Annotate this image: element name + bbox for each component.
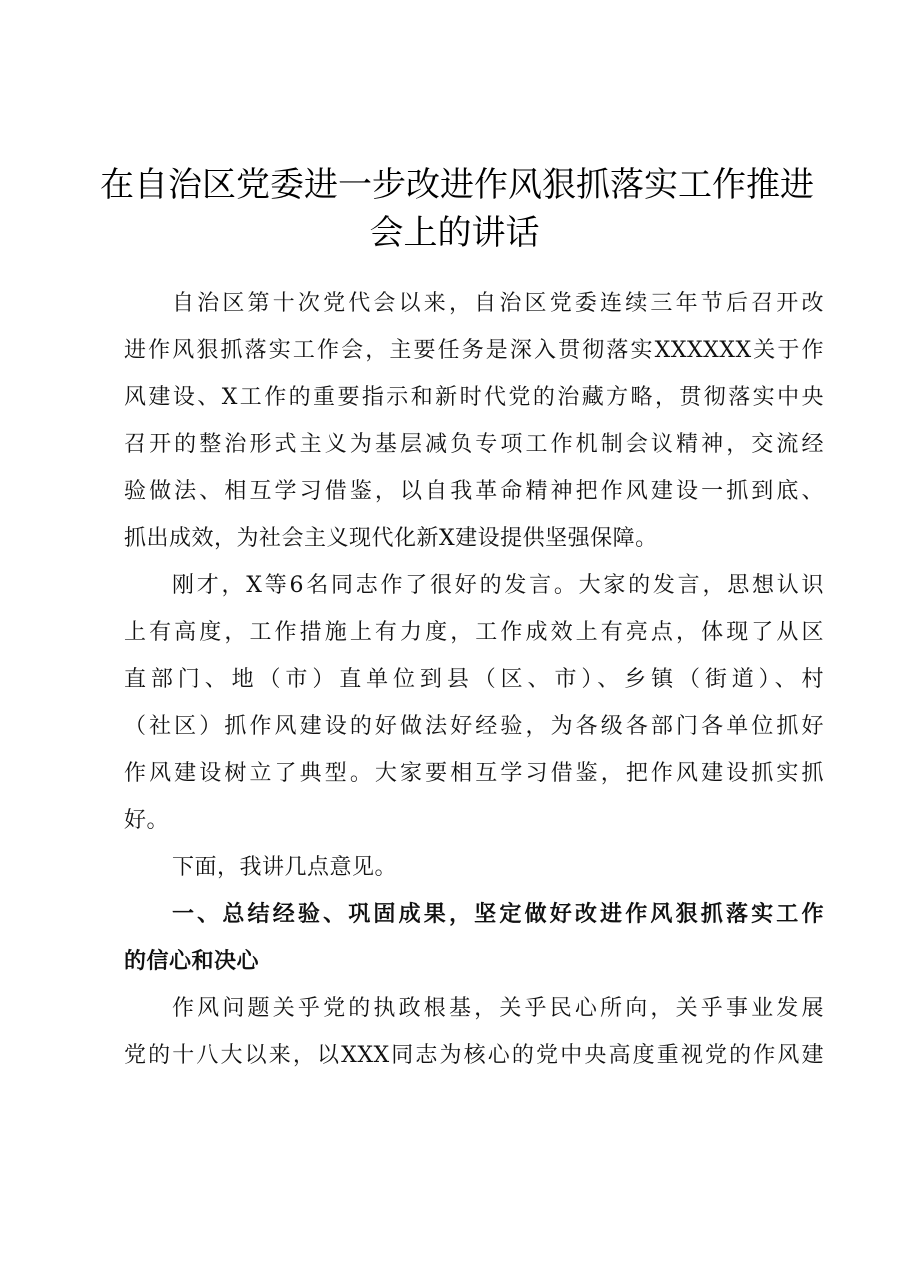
paragraph-line: 进作风狠抓落实工作会，主要任务是深入贯彻落实XXXXXX关于作	[124, 338, 824, 363]
paragraph-line: 下面，我讲几点意见。	[172, 855, 398, 880]
paragraph-line: 作风问题关乎党的执政根基，关乎民心所向，关乎事业发展	[172, 996, 824, 1021]
document-title-line-1: 在自治区党委进一步改进作风狠抓落实工作推进	[100, 165, 814, 205]
paragraph-line: 作风建设树立了典型。大家要相互学习借鉴，把作风建设抓实抓	[124, 761, 824, 786]
paragraph-line: 党的十八大以来，以XXX同志为核心的党中央高度重视党的作风建	[124, 1043, 824, 1068]
paragraph-line: 上有高度，工作措施上有力度，工作成效上有亮点，体现了从区	[124, 620, 824, 645]
section-heading-line: 一、总结经验、巩固成果，坚定做好改进作风狠抓落实工作	[172, 902, 824, 927]
paragraph-line: 抓出成效，为社会主义现代化新X建设提供坚强保障。	[124, 526, 658, 551]
paragraph-line: 自治区第十次党代会以来，自治区党委连续三年节后召开改	[172, 291, 824, 316]
paragraph-line: 好。	[124, 808, 170, 833]
paragraph-line: 召开的整治形式主义为基层减负专项工作机制会议精神，交流经	[124, 432, 824, 457]
paragraph-line: 验做法、相互学习借鉴，以自我革命精神把作风建设一抓到底、	[124, 479, 824, 504]
document-title-line-2: 会上的讲话	[369, 213, 540, 253]
paragraph-line: 风建设、X工作的重要指示和新时代党的治藏方略，贯彻落实中央	[124, 385, 824, 410]
paragraph-line: 刚才，X等6名同志作了很好的发言。大家的发言，思想认识	[172, 573, 824, 598]
paragraph-line: 直部门、地（市）直单位到县（区、市）、乡镇（街道）、村	[124, 667, 824, 692]
section-heading-line: 的信心和决心	[124, 949, 260, 974]
paragraph-line: （社区）抓作风建设的好做法好经验，为各级各部门各单位抓好	[124, 714, 824, 739]
